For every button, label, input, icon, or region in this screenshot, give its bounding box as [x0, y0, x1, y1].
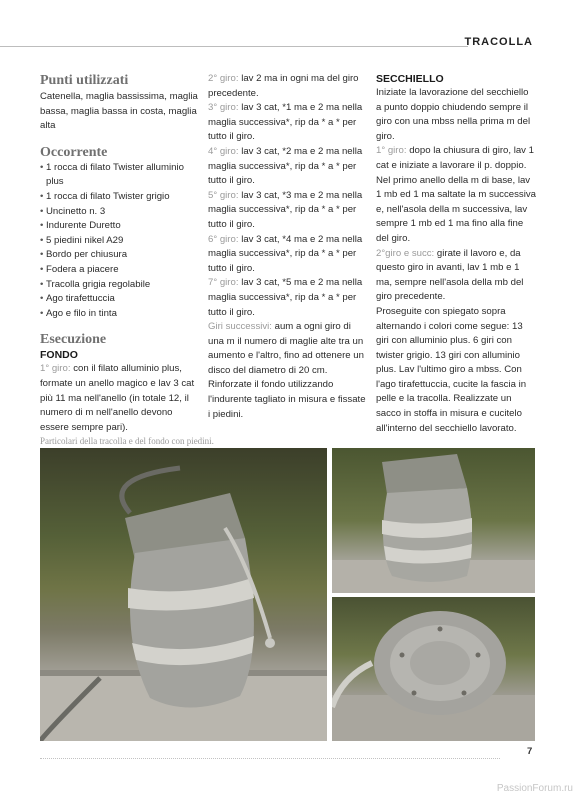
occorrente-list [40, 161, 203, 322]
giro-paragraph [208, 189, 368, 233]
list-item: • Ago tirafettuccia [40, 292, 203, 307]
photo-caption: Particolari della tracolla e del fondo con piedini. [40, 436, 214, 446]
giro-label: 7° giro: [208, 277, 239, 289]
giro-paragraph [208, 145, 368, 189]
giro-label: 3° giro: [208, 102, 239, 114]
giro-label: 5° giro: [208, 189, 239, 201]
giro-paragraph [208, 101, 368, 145]
giro-text: girate il lavoro e, da questo giro in avanti, lav 1 mb e 1 ma, sempre nell'asola della mb del giro precedente. [376, 247, 524, 303]
list-item: • Indurente Duretto [40, 219, 203, 234]
giro-label: 2° giro: [208, 73, 239, 84]
main-bag-photo [40, 448, 327, 741]
giro-text: lav 3 cat, *4 ma e 2 ma nella maglia successiva*, rip da * a * per tutto il giro. [208, 233, 363, 274]
list-item: • 5 piedini nikel A29 [40, 234, 203, 249]
list-item: • Uncinetto n. 3 [40, 205, 203, 220]
giro-text: dopo la chiusura di giro, lav 1 cat e iniziate a lavorare il p. doppio. Nel primo anello della m di base, lav 1 mb ed 1 ma saltate la m successiva e, nell'asola della m successiva, lav sempre 1 mb ed 1 ma fino alla fine del giro. [376, 145, 536, 244]
punti-text: Catenella, maglia bassissima, maglia bassa, maglia bassa in costa, maglia alta [40, 91, 198, 132]
giro-1-paragraph [40, 362, 203, 435]
giro-paragraph [208, 320, 368, 378]
giro-label: 1° giro: [40, 363, 71, 375]
footer-rule [40, 758, 500, 759]
esecuzione-heading: Esecuzione [40, 332, 107, 348]
column-secchiello [376, 72, 536, 436]
occorrente-heading: Occorrente [40, 144, 108, 160]
fondo-heading: FONDO [40, 349, 78, 362]
page-number: 7 [527, 746, 533, 757]
header-rule [0, 46, 468, 47]
watermark: PassionForum.ru [496, 783, 573, 794]
giro-text: lav 2 ma in ogni ma del giro precedente. [208, 73, 359, 99]
bag-bottom-photo [332, 597, 535, 741]
giro-text: lav 3 cat, *1 ma e 2 ma nella maglia successiva*, rip da * a * per tutto il giro. [208, 102, 363, 143]
giro-paragraph [208, 72, 368, 101]
giro-text: lav 3 cat, *5 ma e 2 ma nella maglia successiva*, rip da * a * per tutto il giro. [208, 277, 363, 318]
giro-paragraph [376, 247, 536, 305]
list-item: • Bordo per chiusura [40, 248, 203, 263]
giro-label: 6° giro: [208, 233, 239, 245]
giro-label: 1° giro: [376, 145, 407, 157]
list-item: • Ago e filo in tinta [40, 307, 203, 322]
column-materials [40, 72, 203, 435]
giro-label: 2°giro e succ: [376, 247, 435, 259]
giro-text: lav 3 cat, *3 ma e 2 ma nella maglia successiva*, rip da * a * per tutto il giro. [208, 189, 363, 230]
secchiello-heading: SECCHIELLO [376, 73, 444, 85]
list-item: • Tracolla grigia regolabile [40, 278, 203, 293]
proseguite-paragraph: Proseguite con spiegato sopra alternando i colori come segue: 13 giri con alluminio plus. 6 giri con twister grigio. 13 giri con alluminio plus. Lav l'ultimo giro a mbss. Con l'ago tirafettuccia, cucite la fascia in pelle e la tracolla. Realizzate un sacco in stoffa in misura e cucitelo all'interno del secchiello lavorato. [376, 305, 527, 434]
list-item: • 1 rocca di filato Twister grigio [40, 190, 203, 205]
giro-text: lav 3 cat, *2 ma e 2 ma nella maglia successiva*, rip da * a * per tutto il giro. [208, 145, 363, 187]
giro-paragraph [208, 276, 368, 320]
giro-text: con il filato alluminio plus, formate un anello magico e lav 3 cat più 11 ma nell'anello (in totale 12, il numero di m nell'anello devono essere sempre pari). [40, 363, 195, 433]
bag-detail-photo [332, 448, 535, 593]
giro-label: Giri successivi: [208, 321, 272, 333]
rinforzate-paragraph: Rinforzate il fondo utilizzando l'indurente tagliato in misura e fissate i piedini. [208, 379, 366, 420]
intro-paragraph: Iniziate la lavorazione del secchiello a punto doppio chiudendo sempre il giro con una mbss nella prima m del giro. [376, 87, 531, 142]
column-rounds [208, 72, 368, 422]
list-item: • 1 rocca di filato Twister alluminio plus [40, 161, 203, 190]
giro-paragraph [208, 233, 368, 277]
giro-text: aum a ogni giro di una m il numero di maglie alte tra un aumento e l'altro, fino ad ottenere un disco del diametro di 20 cm. [208, 321, 364, 376]
giro-paragraph [376, 144, 536, 246]
giro-label: 4° giro: [208, 145, 239, 157]
list-item: • Fodera a piacere [40, 263, 203, 278]
punti-heading: Punti utilizzati [40, 73, 129, 88]
section-title: TRACOLLA [464, 36, 533, 48]
